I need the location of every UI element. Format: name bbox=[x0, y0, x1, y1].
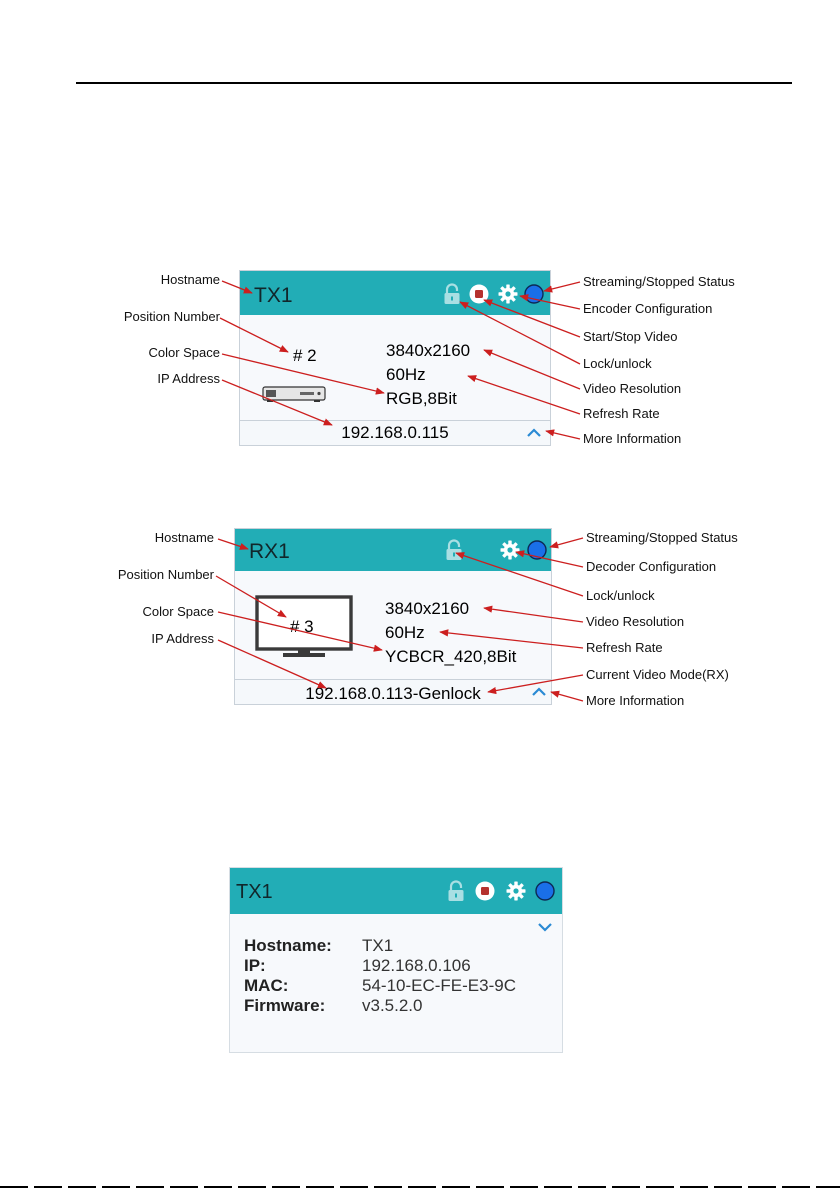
tx-resolution: 3840x2160 bbox=[386, 341, 471, 360]
info-value: v3.5.2.0 bbox=[362, 996, 423, 1015]
tx-label-more-info: More Information bbox=[583, 431, 682, 446]
tx-label-refresh-rate: Refresh Rate bbox=[583, 406, 660, 421]
tx-label-position-number: Position Number bbox=[123, 309, 220, 324]
tx-label-streaming-status: Streaming/Stopped Status bbox=[583, 274, 735, 289]
rx-label-current-video-mode: Current Video Mode(RX) bbox=[586, 667, 729, 682]
tx-label-start-stop: Start/Stop Video bbox=[583, 329, 678, 344]
tx-hostname[interactable]: TX1 bbox=[254, 284, 293, 307]
info-value: 54-10-EC-FE-E3-9C bbox=[362, 976, 516, 995]
rx-label-streaming-status: Streaming/Stopped Status bbox=[586, 530, 738, 545]
page-bottom-border bbox=[0, 1186, 840, 1188]
rx-ip-address: 192.168.0.113-Genlock bbox=[305, 684, 481, 703]
tx-label-video-resolution: Video Resolution bbox=[583, 381, 682, 396]
tx-position-number: # 2 bbox=[293, 346, 317, 365]
info-key: Hostname: bbox=[244, 936, 332, 955]
tx-label-ip-address: IP Address bbox=[157, 371, 220, 386]
rx-label-lock: Lock/unlock bbox=[586, 588, 655, 603]
tx-label-color-space: Color Space bbox=[148, 345, 220, 360]
rx-label-refresh-rate: Refresh Rate bbox=[586, 640, 663, 655]
info-key: IP: bbox=[244, 956, 266, 975]
rx-label-more-info: More Information bbox=[586, 693, 685, 708]
rx-label-hostname: Hostname bbox=[154, 530, 214, 545]
tx-label-encoder-config: Encoder Configuration bbox=[583, 301, 713, 316]
rx-refresh-rate: 60Hz bbox=[385, 623, 425, 642]
info-key: MAC: bbox=[244, 976, 289, 995]
info-value: 192.168.0.106 bbox=[362, 956, 471, 975]
tx-refresh-rate: 60Hz bbox=[386, 365, 426, 384]
info-value: TX1 bbox=[362, 936, 394, 955]
rx-label-position-number: Position Number bbox=[117, 567, 214, 582]
tx-label-hostname: Hostname bbox=[160, 272, 220, 287]
rx-color-space: YCBCR_420,8Bit bbox=[385, 647, 517, 666]
tx-ip-address: 192.168.0.115 bbox=[341, 423, 449, 442]
tx-color-space: RGB,8Bit bbox=[386, 389, 457, 408]
rx-hostname[interactable]: RX1 bbox=[249, 540, 290, 563]
rx-label-ip-address: IP Address bbox=[151, 631, 214, 646]
rx-label-color-space: Color Space bbox=[142, 604, 214, 619]
expanded-hostname[interactable]: TX1 bbox=[236, 881, 273, 903]
rx-label-decoder-config: Decoder Configuration bbox=[586, 559, 717, 574]
info-key: Firmware: bbox=[244, 996, 326, 1015]
tx-label-lock: Lock/unlock bbox=[583, 356, 652, 371]
rx-label-video-resolution: Video Resolution bbox=[586, 614, 685, 629]
rx-position-number: # 3 bbox=[290, 617, 314, 636]
rx-resolution: 3840x2160 bbox=[385, 599, 470, 618]
